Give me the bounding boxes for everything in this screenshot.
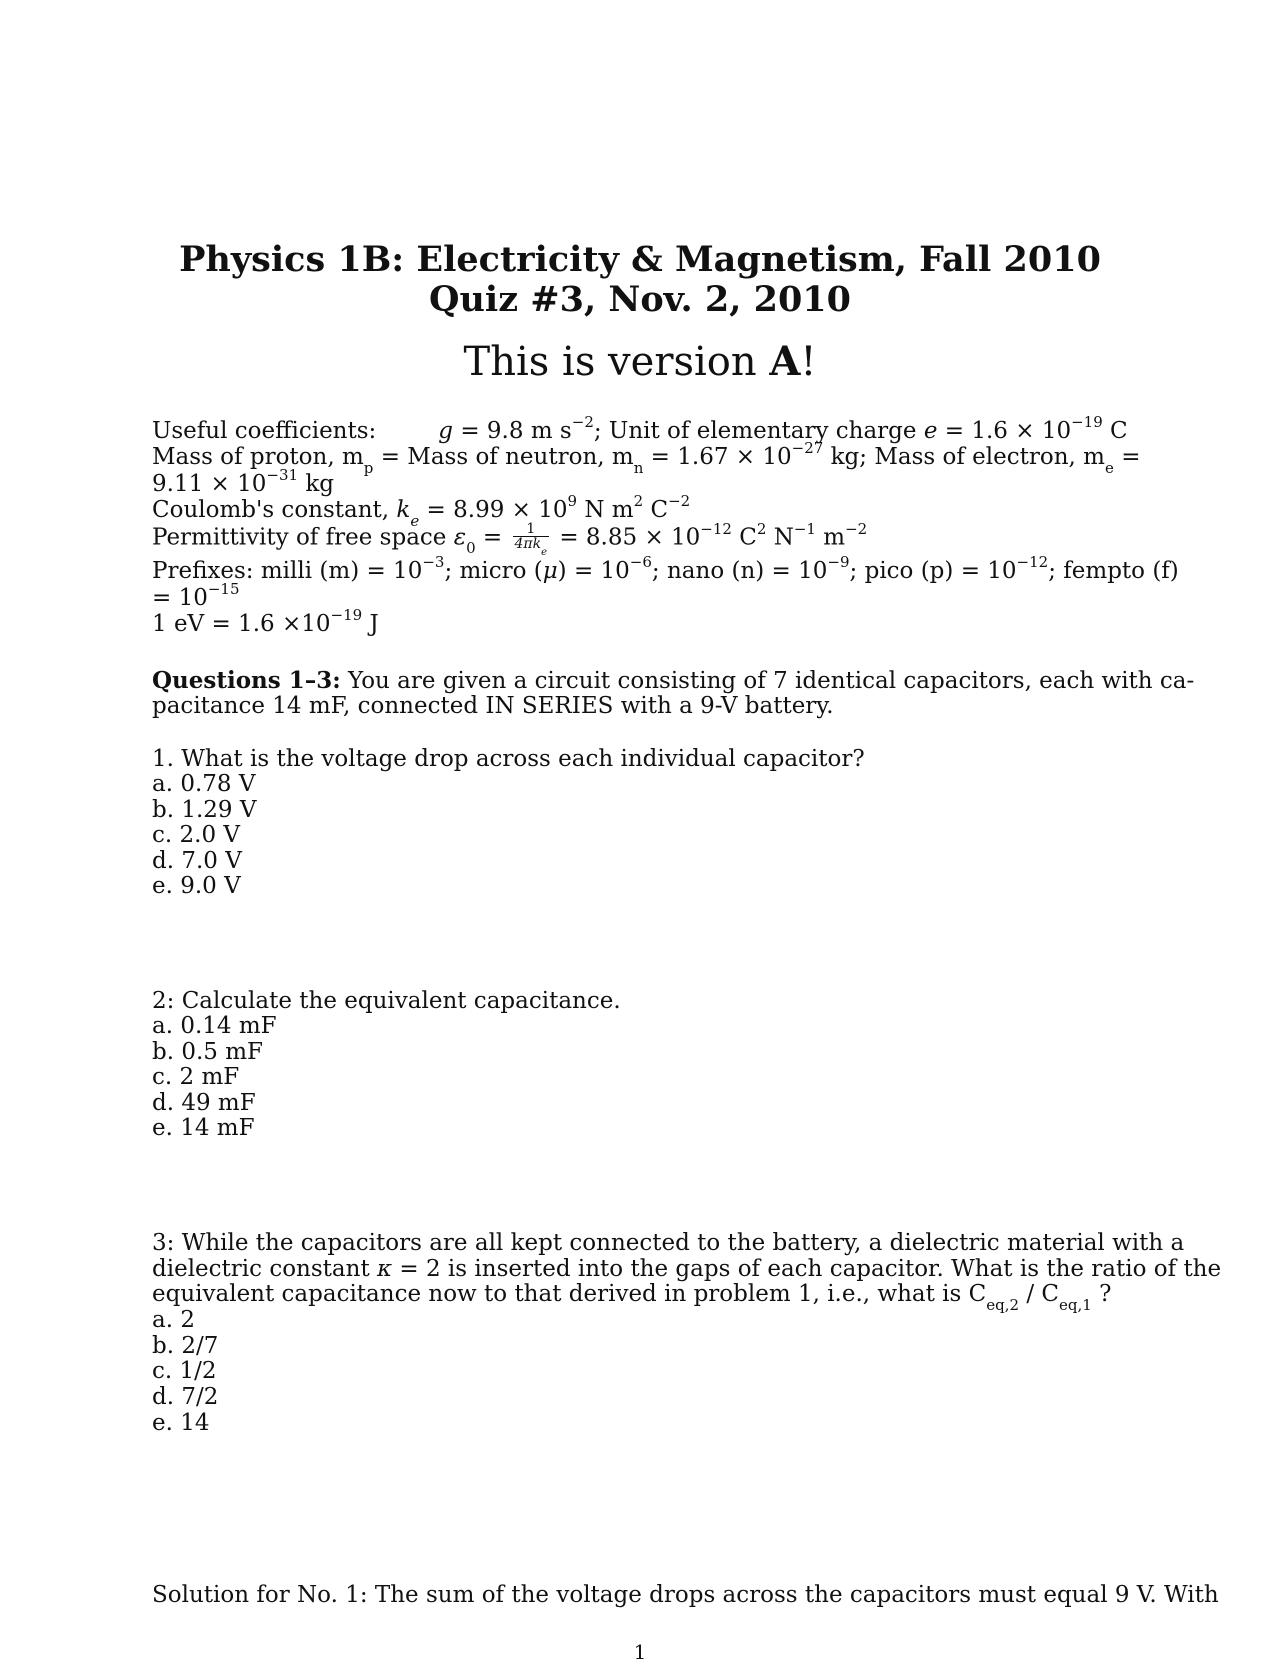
question-1-option-c: c. 2.0 V bbox=[152, 822, 241, 848]
question-3-line-2: dielectric constant κ = 2 is inserted into the gaps of each capacitor. What is the ratio of the bbox=[152, 1256, 1222, 1282]
question-3-line-1: 3: While the capacitors are all kept connected to the battery, a dielectric material with a bbox=[152, 1230, 1185, 1256]
question-3-option-e: e. 14 bbox=[152, 1410, 210, 1436]
coefficients-line-5: Permittivity of free space $\varepsilon_0$ = $\frac{1}{4\pi k_e}$ = $8.85 \times 10^{-12}$ $C^2$ $N^{-1}$ $m^{-2}$ bbox=[152, 519, 868, 558]
question-3-option-c: c. 1/2 bbox=[152, 1358, 217, 1384]
coefficients-line-7: = $10^{-15}$ bbox=[152, 580, 240, 611]
version-notice: This is version A! bbox=[463, 338, 817, 385]
coefficients-line-6: Prefixes: milli $(m) = 10^{-3}$; micro $(\mu) = 10^{-6}$; nano $(n) = 10^{-9}$; pico $(p) = 10^{-12}$; fempto (f) bbox=[152, 553, 1179, 584]
coefficients-line-2: Mass of proton, $m_p$ = Mass of neutron, $m_n = 1.67 \times 10^{-27}$ kg; Mass of electron, $m_e$ = bbox=[152, 439, 1141, 477]
solution-line-1: Solution for No. 1: The sum of the voltage drops across the capacitors must equal 9 V. With bbox=[152, 1582, 1219, 1608]
course-title: Physics 1B: Electricity & Magnetism, Fall 2010 bbox=[179, 239, 1101, 280]
question-2-prompt: 2: Calculate the equivalent capacitance. bbox=[152, 988, 621, 1014]
coefficients-line-3: $9.11 \times 10^{-31}$ kg bbox=[152, 466, 335, 497]
page-number: 1 bbox=[633, 1640, 647, 1664]
question-1-option-b: b. 1.29 V bbox=[152, 797, 257, 823]
quiz-title: Quiz #3, Nov. 2, 2010 bbox=[429, 279, 851, 320]
question-2-option-d: d. 49 mF bbox=[152, 1090, 256, 1116]
question-1-option-d: d. 7.0 V bbox=[152, 848, 242, 874]
question-2-option-a: a. 0.14 mF bbox=[152, 1013, 277, 1039]
question-3-line-3: equivalent capacitance now to that derived in problem 1, i.e., what is $C_{eq,2} / C_{eq,1}$ ? bbox=[152, 1281, 1112, 1314]
question-1-option-a: a. 0.78 V bbox=[152, 771, 256, 797]
permittivity-fraction: $\frac{1}{4\pi k_e}$ bbox=[514, 521, 548, 558]
coefficients-line-1: Useful coefficients: g = 9.8 m $s^{-2}$; Unit of elementary charge $e = 1.6 \times 10^{-19}$ C bbox=[152, 413, 1128, 444]
question-3-option-b: b. 2/7 bbox=[152, 1333, 219, 1359]
question-1-prompt: 1. What is the voltage drop across each individual capacitor? bbox=[152, 746, 865, 772]
question-2-option-b: b. 0.5 mF bbox=[152, 1039, 264, 1065]
questions-intro-line-2: pacitance 14 mF, connected IN SERIES with a 9-V battery. bbox=[152, 693, 834, 719]
question-2-option-e: e. 14 mF bbox=[152, 1115, 255, 1141]
coefficients-line-4: Coulomb's constant, $k_e = 8.99 \times 10^9$ N $m^2$ $C^{-2}$ bbox=[152, 492, 691, 530]
question-2-option-c: c. 2 mF bbox=[152, 1064, 240, 1090]
coefficients-line-8: 1 eV = $1.6 \times 10^{-19}$ J bbox=[152, 606, 379, 637]
question-1-option-e: e. 9.0 V bbox=[152, 873, 241, 899]
questions-intro-line-1: Questions 1–3: You are given a circuit consisting of 7 identical capacitors, each with ca- bbox=[152, 667, 1195, 694]
question-3-option-d: d. 7/2 bbox=[152, 1384, 219, 1410]
version-letter: A bbox=[769, 338, 801, 385]
question-3-option-a: a. 2 bbox=[152, 1307, 195, 1333]
questions-intro-label: Questions 1–3: bbox=[152, 667, 341, 694]
